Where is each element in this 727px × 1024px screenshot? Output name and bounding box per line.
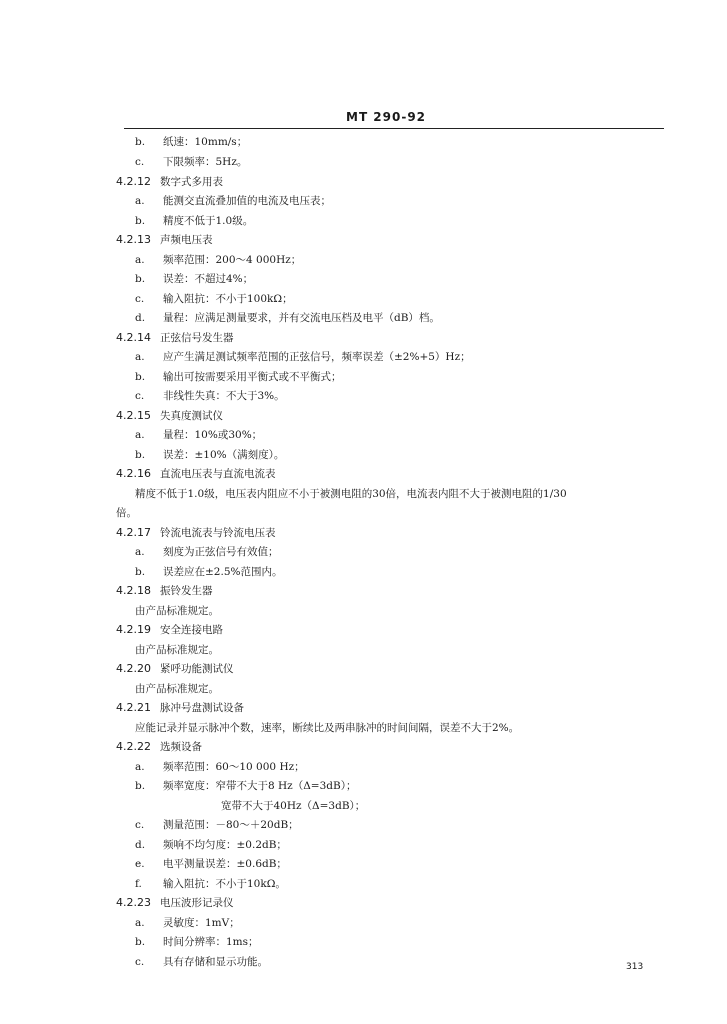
section-title: 安全连接电路: [160, 624, 223, 636]
section-title: 正弦信号发生器: [160, 332, 234, 344]
list-item-text: 频响不均匀度：±0.2dB；: [163, 839, 287, 851]
page-number: 313: [626, 962, 644, 972]
header-rule: [124, 128, 664, 129]
list-item-text: 量程：应满足测量要求，并有交流电压档及电平（dB）档。: [163, 312, 440, 324]
list-item-text: 误差应在±2.5%范围内。: [163, 566, 283, 578]
section-title: 振铃发生器: [160, 585, 213, 597]
list-item-label: a.: [135, 917, 145, 929]
list-item-label: b.: [135, 780, 146, 792]
list-item-text: 应能记录并显示脉冲个数，速率，断续比及两串脉冲的时间间隔，误差不大于2%。: [135, 722, 520, 734]
list-item-text: 精度不低于1.0级，电压表内阻应不小于被测电阻的30倍，电流表内阻不大于被测电阻的1/30: [135, 488, 567, 500]
list-item-label: c.: [135, 156, 145, 168]
list-item-label: f.: [135, 878, 142, 890]
list-item-label: a.: [135, 195, 145, 207]
list-item-label: b.: [135, 215, 146, 227]
list-item-label: c.: [135, 819, 145, 831]
list-item-label: d.: [135, 839, 146, 851]
list-item-label: b.: [135, 936, 146, 948]
list-item-text: 误差：±10%（满刻度）。: [163, 449, 285, 461]
list-item-label: b.: [135, 371, 146, 383]
list-item-text: 应产生满足测试频率范围的正弦信号，频率误差（±2%+5）Hz；: [163, 351, 471, 363]
section-title: 数字式多用表: [160, 176, 223, 188]
list-item-text: 具有存储和显示功能。: [163, 956, 268, 968]
list-item-text: 倍。: [116, 507, 137, 519]
list-item-text: 宽带不大于40Hz（Δ=3dB）；: [221, 800, 366, 812]
list-item-label: a.: [135, 761, 145, 773]
section-title: 选频设备: [160, 741, 202, 753]
section-title: 声频电压表: [160, 234, 213, 246]
list-item-text: 频率宽度：窄带不大于8 Hz（Δ=3dB）；: [163, 780, 357, 792]
section-title: 紧呼功能测试仪: [160, 663, 234, 675]
list-item-text: 由产品标准规定。: [135, 605, 219, 617]
list-item-label: a.: [135, 546, 145, 558]
list-item-text: 由产品标准规定。: [135, 644, 219, 656]
section-number: 4.2.19: [116, 623, 151, 636]
section-number: 4.2.20: [116, 662, 151, 675]
page-header: MT 290-92: [346, 110, 427, 124]
list-item-text: 输出可按需要采用平衡式或不平衡式；: [163, 371, 342, 383]
list-item-label: e.: [135, 858, 145, 870]
list-item-text: 下限频率：5Hz。: [163, 156, 248, 168]
list-item-text: 时间分辨率：1ms；: [163, 936, 259, 948]
section-title: 失真度测试仪: [160, 410, 223, 422]
list-item-text: 非线性失真：不大于3%。: [163, 390, 285, 402]
list-item-text: 误差：不超过4%；: [163, 273, 254, 285]
section-number: 4.2.22: [116, 740, 151, 753]
section-title: 脉冲号盘测试设备: [160, 702, 244, 714]
list-item-label: b.: [135, 566, 146, 578]
list-item-text: 量程：10%或30%；: [163, 429, 263, 441]
list-item-text: 刻度为正弦信号有效值；: [163, 546, 279, 558]
list-item-label: b.: [135, 273, 146, 285]
list-item-text: 输入阻抗：不小于100kΩ；: [163, 293, 293, 305]
list-item-text: 输入阻抗：不小于10kΩ。: [163, 878, 286, 890]
section-number: 4.2.16: [116, 467, 151, 480]
list-item-label: a.: [135, 429, 145, 441]
list-item-label: d.: [135, 312, 146, 324]
list-item-text: 纸速：10mm/s；: [163, 136, 248, 148]
list-item-text: 灵敏度：1mV；: [163, 917, 240, 929]
list-item-label: c.: [135, 390, 145, 402]
section-number: 4.2.23: [116, 896, 151, 909]
list-item-label: a.: [135, 351, 145, 363]
list-item-text: 精度不低于1.0级。: [163, 215, 254, 227]
section-title: 铃流电流表与铃流电压表: [160, 527, 276, 539]
section-number: 4.2.14: [116, 331, 151, 344]
section-number: 4.2.18: [116, 584, 151, 597]
list-item-text: 能测交直流叠加值的电流及电压表；: [163, 195, 331, 207]
list-item-text: 电平测量误差：±0.6dB；: [163, 858, 287, 870]
list-item-label: b.: [135, 136, 146, 148]
list-item-text: 由产品标准规定。: [135, 683, 219, 695]
section-number: 4.2.12: [116, 175, 151, 188]
list-item-text: 频率范围：60～10 000 Hz；: [163, 761, 305, 773]
list-item-label: b.: [135, 449, 146, 461]
list-item-text: 测量范围：－80～＋20dB；: [163, 819, 299, 831]
list-item-label: c.: [135, 956, 145, 968]
section-number: 4.2.13: [116, 233, 151, 246]
section-title: 直流电压表与直流电流表: [160, 468, 276, 480]
section-number: 4.2.15: [116, 409, 151, 422]
section-number: 4.2.17: [116, 526, 151, 539]
section-number: 4.2.21: [116, 701, 151, 714]
list-item-text: 频率范围：200～4 000Hz；: [163, 254, 302, 266]
section-title: 电压波形记录仪: [160, 897, 234, 909]
list-item-label: a.: [135, 254, 145, 266]
list-item-label: c.: [135, 293, 145, 305]
